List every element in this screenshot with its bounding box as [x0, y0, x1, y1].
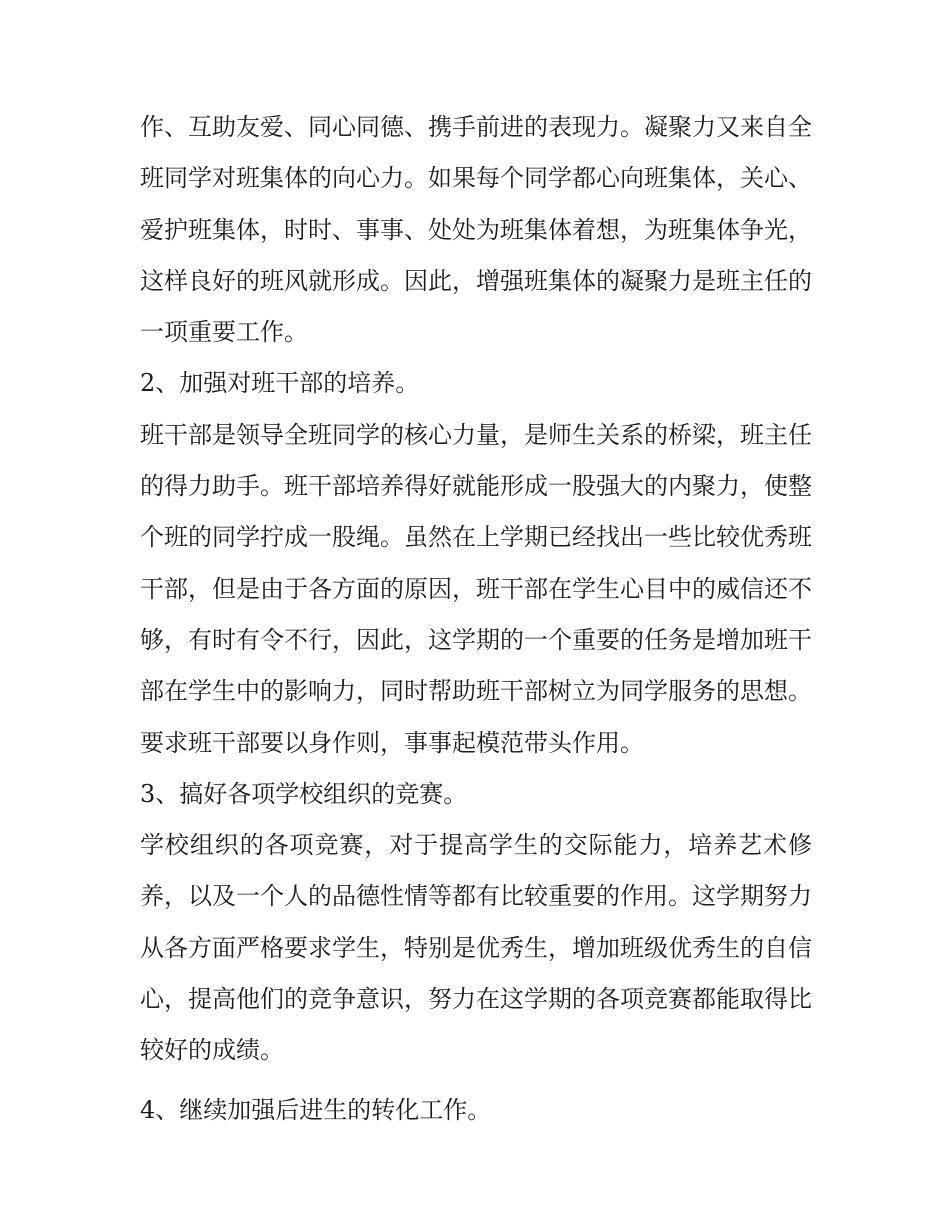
paragraph-competitions: 学校组织的各项竞赛，对于提高学生的交际能力，培养艺术修养，以及一个人的品德性情等都有比较重要的作用。这学期努力从各方面严格要求学生，特别是优秀生，增加班级优秀生的自信心，提高他们的竞争意识，努力在这学期的各项竞赛都能取得比较好的成绩。	[140, 831, 812, 1065]
paragraph-class-cadres: 班干部是领导全班同学的核心力量，是师生关系的桥梁，班主任的得力助手。班干部培养得好就能形成一股强大的内聚力，使整个班的同学拧成一股绳。虽然在上学期已经找出一些比较优秀班干部，但是由于各方面的原因，班干部在学生心目中的威信还不够，有时有令不行，因此，这学期的一个重要的任务是增加班干部在学生中的影响力，同时帮助班干部树立为同学服务的思想。要求班干部要以身作则，事事起模范带头作用。	[140, 420, 812, 757]
section-heading-4: 4、继续加强后进生的转化工作。	[140, 1095, 492, 1124]
document-body	[140, 102, 812, 1136]
section-heading-3: 3、搞好各项学校组织的竞赛。	[140, 779, 468, 808]
paragraph-cohesion: 作、互助友爱、同心同德、携手前进的表现力。凝聚力又来自全班同学对班集体的向心力。如果每个同学都心向班集体，关心、爱护班集体，时时、事事、处处为班集体着想，为班集体争光，这样良好的班风就形成。因此，增强班集体的凝聚力是班主任的一项重要工作。	[140, 113, 812, 347]
section-heading-2: 2、加强对班干部的培养。	[140, 369, 420, 398]
